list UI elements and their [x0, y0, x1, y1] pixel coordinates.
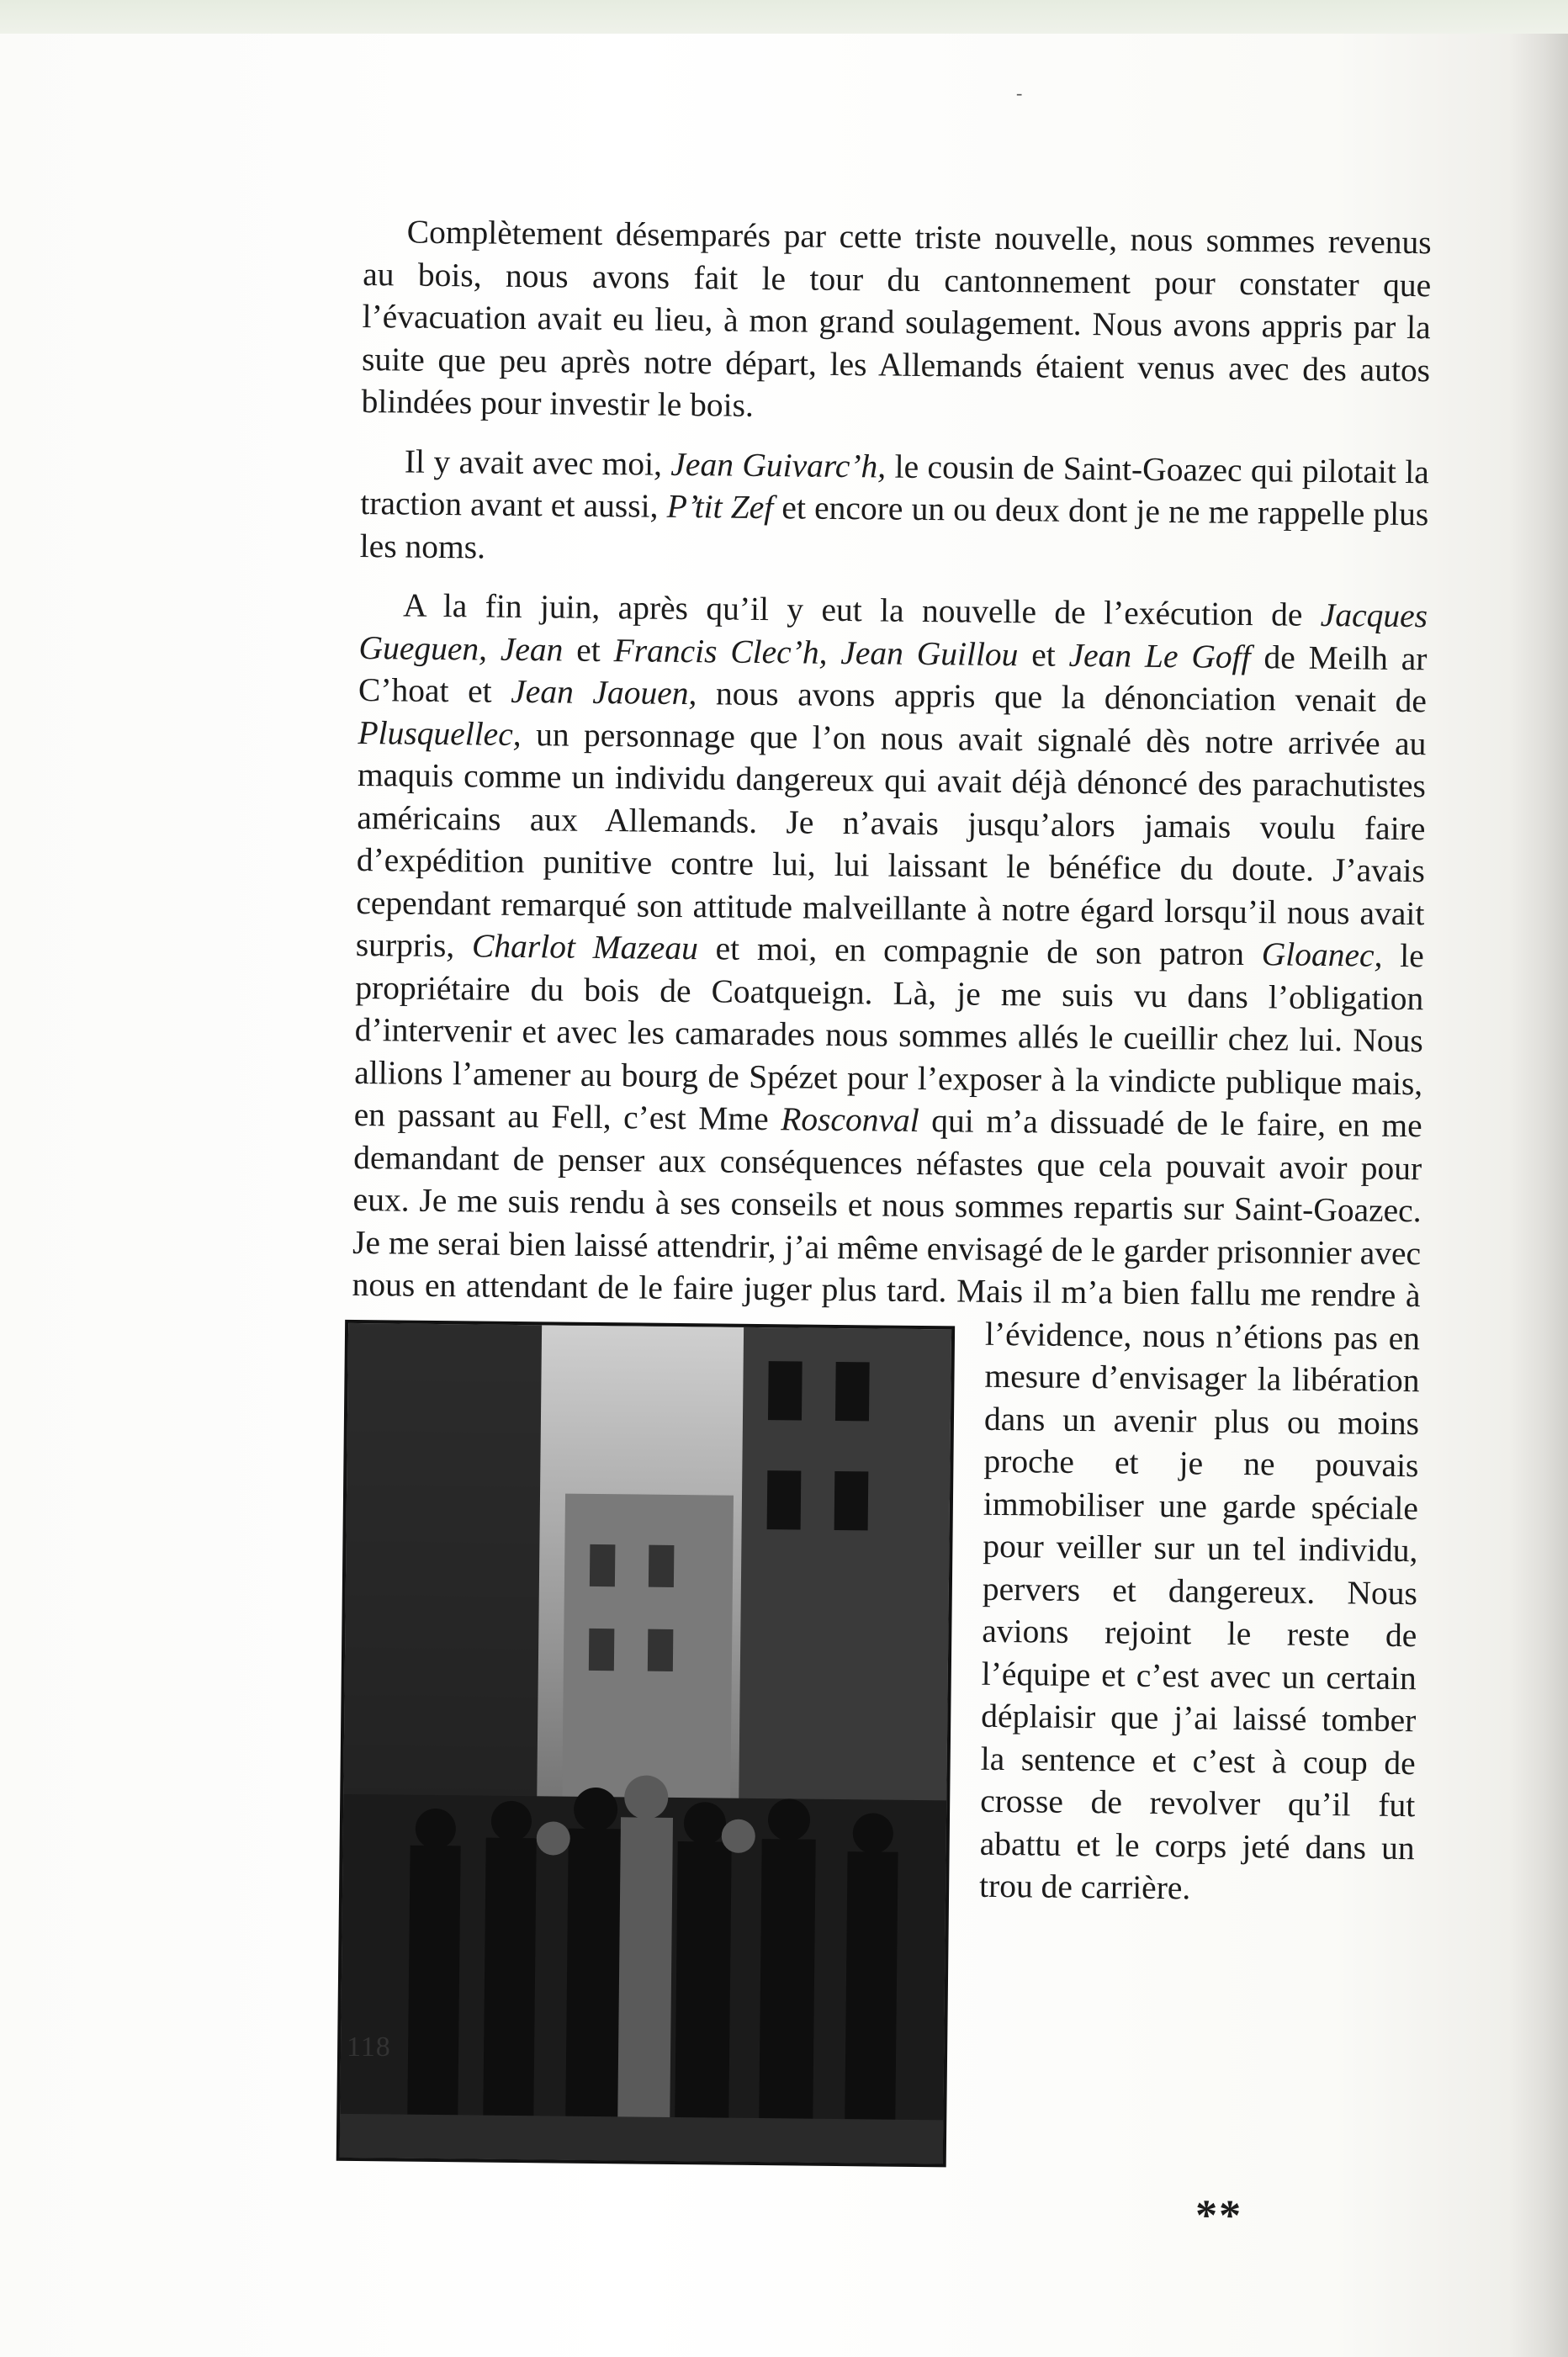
text-run: le cousin de Saint-Goazec qui pilotait la traction avant et aussi, — [360, 448, 1430, 525]
text-run: qui m’a dissuadé de le faire, en me demandant de penser aux conséquences néfastes que cela pouvait avoir pour eux. Je me suis rendu à ses conseils et nous sommes repartis sur Saint-Goazec. Je me serai bien laissé attendrir, j’ai même envisagé de le garder prisonnier avec nous en attendant de le faire juger plus — [352, 1101, 1422, 1309]
italic-name: Francis Clec’h, Jean Guillou — [613, 631, 1019, 673]
paragraph-2 — [360, 439, 1430, 578]
paragraph-1 — [361, 210, 1432, 434]
italic-name: Plusquellec, — [358, 713, 522, 753]
page-number: 118 — [347, 2031, 391, 2063]
page-fold-shadow — [1509, 34, 1568, 2357]
italic-name: Charlot Mazeau — [471, 927, 699, 967]
italic-name: P’tit Zef — [666, 487, 774, 527]
section-separator: ** — [1195, 2190, 1243, 2240]
italic-name: Jean Guivarc’h, — [670, 445, 887, 485]
text-run-continued: tard. Mais il m’a bien fallu me rendre à l’évidence, nous n’étions pas en mesure d’envisager la libération dans un avenir plus ou moins proche et je ne pouvais immobiliser une garde spéciale pour veiller sur un tel individu, pervers et dangereux. Nous avions rejoint le reste de l’équipe et c’est avec un certain déplaisir que j’ai laissé tomber la sentence et c’est à coup de crosse de revolver qu’il fut abattu et le corps jeté dans un trou de carrière. — [886, 1271, 1421, 1907]
paragraph-3 — [346, 584, 1428, 1912]
photo-image — [340, 1322, 951, 2163]
italic-name: Gloanec, — [1261, 935, 1383, 974]
text-run: de Meilh ar C’hoat et — [358, 638, 1428, 710]
text-run: et — [563, 631, 614, 669]
text-run: nous avons appris que la dénonciation venait de — [697, 675, 1428, 720]
text-run: Il y avait avec moi, — [404, 442, 671, 483]
text-run: le propriétaire du bois de Coatqueign. Là, je me suis vu dans l’obligation d’intervenir et avec les camarades nous sommes allés le cueillir chez lui. Nous allions l’amener au bourg de Spézet pour l’exposer à la vindicte publique mais, en passant au Fell, c’est Mme — [353, 936, 1425, 1138]
book-page — [0, 34, 1568, 2357]
text-run: A la fin juin, après qu’il y eut la nouvelle de l’exécution de — [402, 586, 1322, 633]
historical-photo — [336, 1319, 955, 2167]
text-run: et encore un ou deux dont je ne me rappelle plus les noms. — [359, 489, 1429, 566]
text-run: et — [1018, 635, 1069, 674]
header-mark: - — [1016, 82, 1023, 103]
text-run: Complètement désemparés par cette triste nouvelle, nous sommes revenus au bois, nous avons fait le tour du cantonnement pour constater que l’évacuation avait eu lieu, à mon grand soulagement. Nous avons appris par la suite que peu après notre départ, les Allemands étaient venus avec des autos blindées pour investir le bois. — [361, 213, 1432, 424]
italic-name: Jacques Gueguen, Jean — [358, 596, 1428, 669]
italic-name: Jean Le Goff — [1068, 636, 1251, 675]
text-run: et moi, en compagnie de son patron — [697, 930, 1262, 973]
italic-name: Rosconval — [780, 1100, 919, 1139]
body-text — [342, 210, 1432, 2239]
text-run: un personnage que l’on nous avait signalé dès notre arrivée au maquis comme un individu dangereux qui avait déjà dénoncé des parachutistes américains aux Allemands. Je n’avais jusqu’alors jamais voulu faire d’expédition punitive contre lui, lui laissant le bénéfice du doute. J’avais cependant remarqué son attitude malveillante à notre égard lorsqu’il nous avait surpris, — [355, 715, 1427, 965]
italic-name: Jean Jaouen, — [511, 672, 697, 712]
